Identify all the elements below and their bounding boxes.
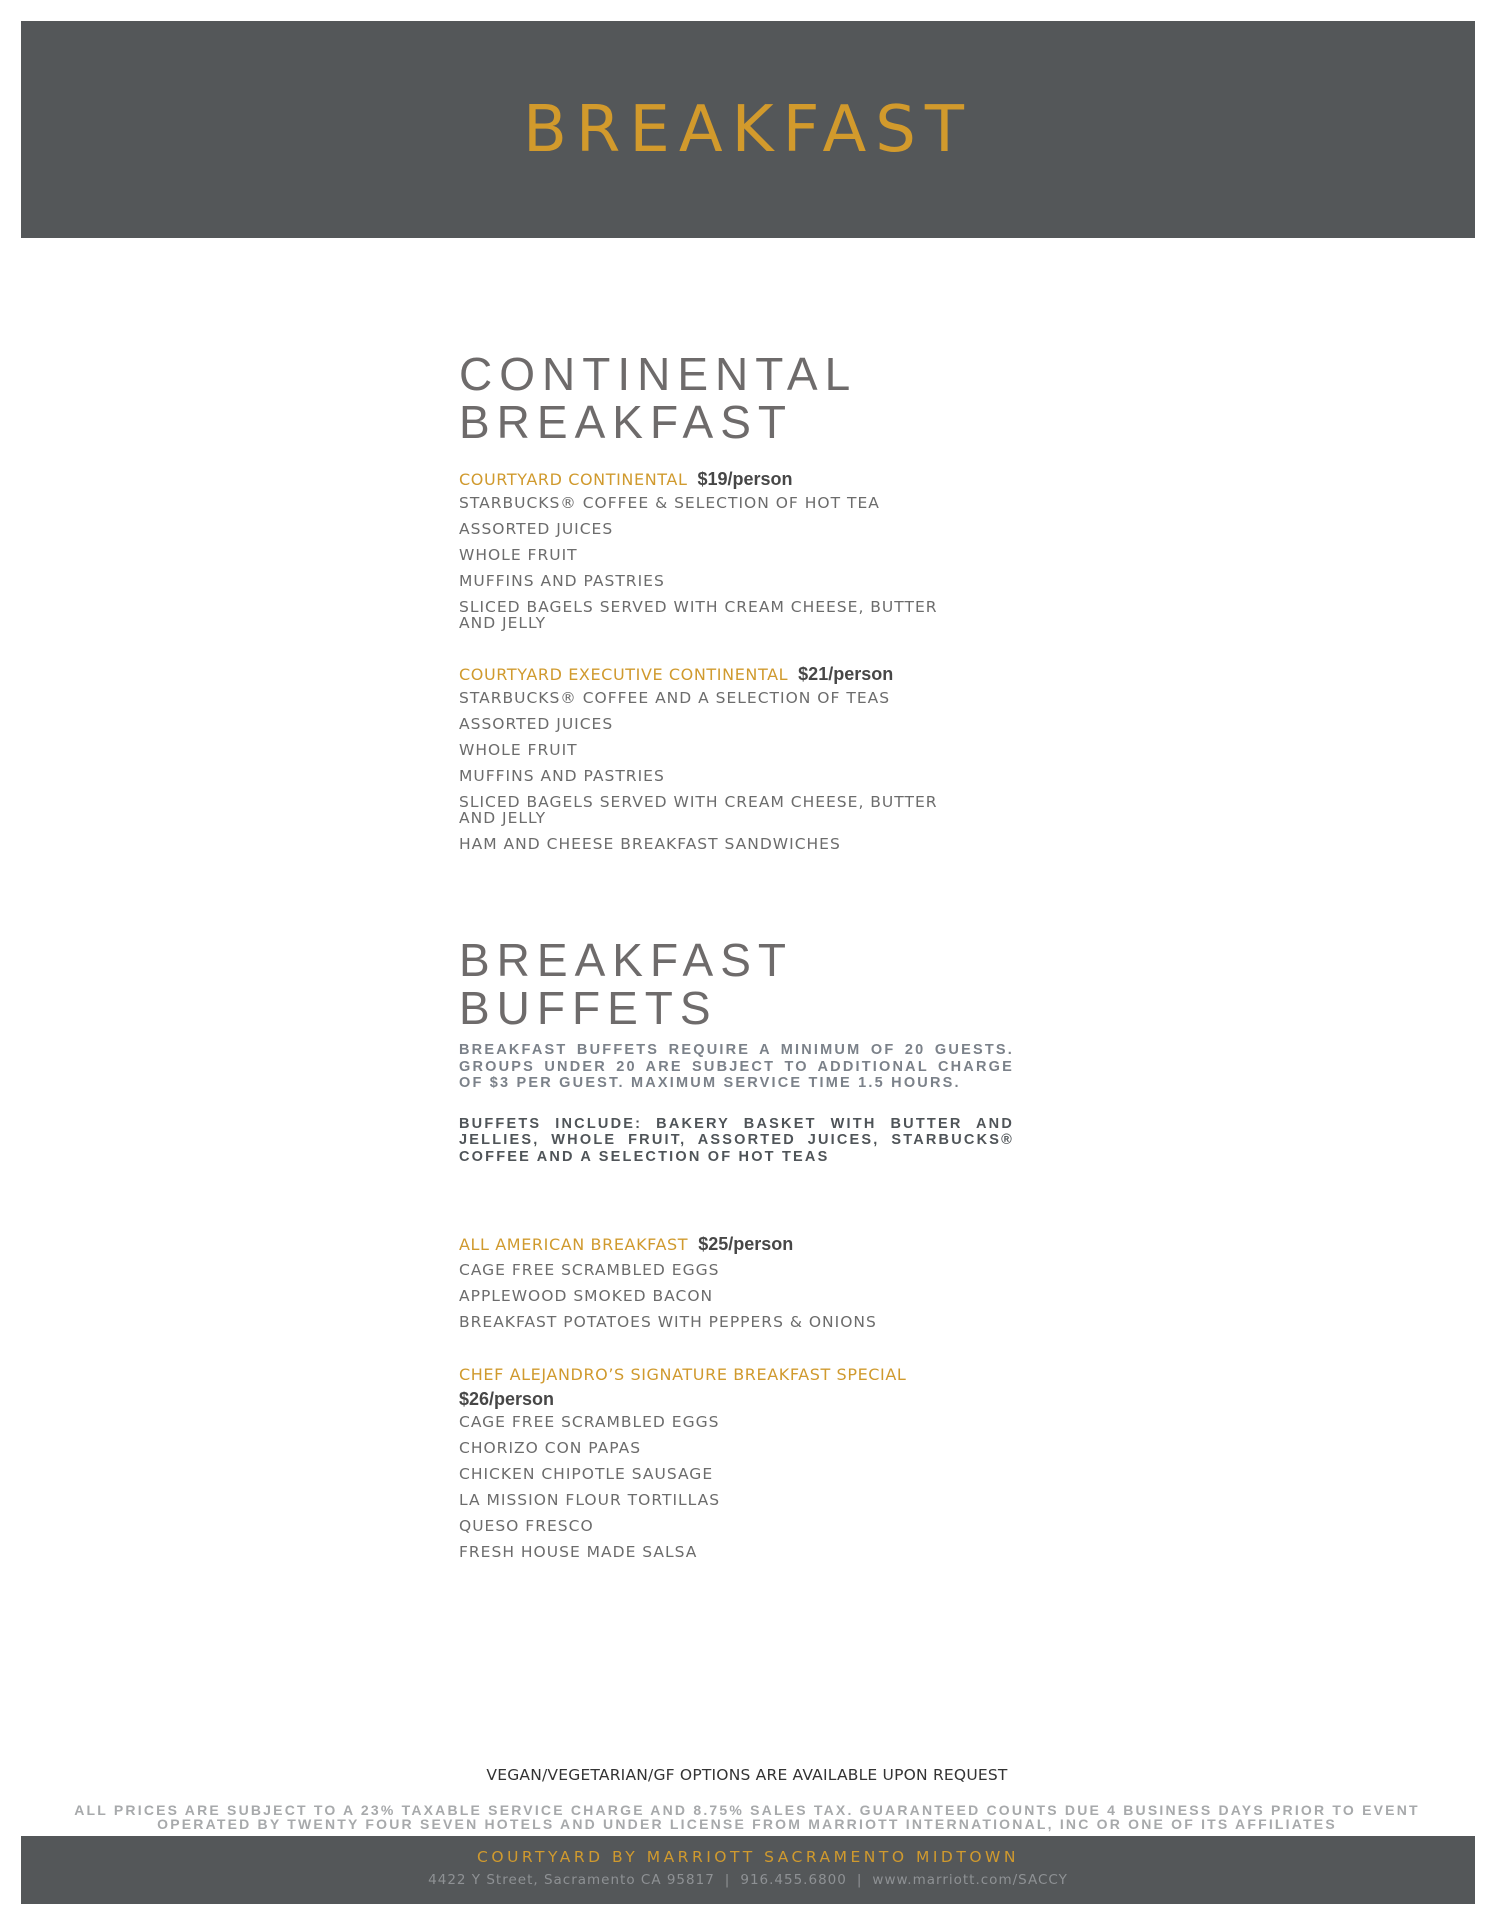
list-item: FRESH HOUSE MADE SALSA: [459, 1543, 698, 1561]
package-price: $19/person: [697, 469, 793, 489]
dietary-options-note: VEGAN/VEGETARIAN/GF OPTIONS ARE AVAILABLE UPON REQUEST: [486, 1766, 1008, 1784]
header-banner: [21, 21, 1475, 238]
list-item: WHOLE FRUIT: [459, 546, 578, 564]
separator: |: [856, 1872, 863, 1888]
list-item: BREAKFAST POTATOES WITH PEPPERS & ONIONS: [459, 1313, 877, 1331]
package-items: [459, 1414, 1019, 1560]
website-link[interactable]: www.marriott.com/SACCY: [872, 1872, 1068, 1888]
list-item: STARBUCKS® COFFEE & SELECTION OF HOT TEA: [459, 494, 880, 512]
package-price: $25/person: [698, 1234, 794, 1254]
list-item: MUFFINS AND PASTRIES: [459, 767, 665, 785]
phone: 916.455.6800: [740, 1872, 847, 1888]
package-price: $26/person: [459, 1389, 555, 1409]
package-name: CHEF ALEJANDRO’S SIGNATURE BREAKFAST SPECIAL: [459, 1365, 907, 1384]
section-title-line: BREAKFAST: [459, 934, 793, 986]
package-courtyard-continental: [459, 468, 1019, 631]
package-items: [459, 690, 1019, 852]
list-item: ASSORTED JUICES: [459, 715, 614, 733]
package-items: [459, 495, 1019, 631]
package-chef-alejandro-special: [459, 1364, 1019, 1560]
page-title: BREAKFAST: [523, 92, 973, 167]
section-title-buffets: [459, 936, 1019, 1032]
contact-info: [21, 1872, 1475, 1888]
list-item: STARBUCKS® COFFEE AND A SELECTION OF TEAS: [459, 689, 891, 707]
package-all-american-breakfast: [459, 1233, 1019, 1330]
list-item: CAGE FREE SCRAMBLED EGGS: [459, 1261, 720, 1279]
hotel-name: COURTYARD BY MARRIOTT SACRAMENTO MIDTOWN: [477, 1848, 1019, 1866]
package-courtyard-executive-continental: [459, 663, 1019, 852]
package-name: COURTYARD EXECUTIVE CONTINENTAL: [459, 665, 789, 684]
list-item: CAGE FREE SCRAMBLED EGGS: [459, 1413, 720, 1431]
separator: |: [724, 1872, 731, 1888]
section-title-line: BREAKFAST: [459, 396, 793, 448]
section-title-continental: [459, 350, 1019, 446]
section-title-line: BUFFETS: [459, 982, 718, 1034]
list-item: ASSORTED JUICES: [459, 520, 614, 538]
section-title-line: CONTINENTAL: [459, 348, 858, 400]
buffet-includes-note: BUFFETS INCLUDE: BAKERY BASKET WITH BUTTER AND JELLIES, WHOLE FRUIT, ASSORTED JUICES, STARBUCKS® COFFEE AND A SELECTION OF HOT TEAS: [459, 1115, 1014, 1165]
list-item: CHORIZO CON PAPAS: [459, 1439, 642, 1457]
list-item: HAM AND CHEESE BREAKFAST SANDWICHES: [459, 835, 841, 853]
license-fine-print: OPERATED BY TWENTY FOUR SEVEN HOTELS AND UNDER LICENSE FROM MARRIOTT INTERNATIONAL, INC OR ONE OF ITS AFFILIATES: [157, 1816, 1337, 1832]
address: 4422 Y Street, Sacramento CA 95817: [428, 1872, 715, 1888]
package-price: $21/person: [798, 664, 894, 684]
package-name: ALL AMERICAN BREAKFAST: [459, 1235, 689, 1254]
package-name: COURTYARD CONTINENTAL: [459, 470, 688, 489]
list-item: APPLEWOOD SMOKED BACON: [459, 1287, 714, 1305]
footer-bar: [21, 1836, 1475, 1904]
buffet-requirements-note: BREAKFAST BUFFETS REQUIRE A MINIMUM OF 20 GUESTS. GROUPS UNDER 20 ARE SUBJECT TO ADDITIONAL CHARGE OF $3 PER GUEST. MAXIMUM SERVICE TIME 1.5 HOURS.: [459, 1042, 1014, 1091]
menu-content: [459, 350, 1019, 1560]
pricing-fine-print: ALL PRICES ARE SUBJECT TO A 23% TAXABLE SERVICE CHARGE AND 8.75% SALES TAX. GUARANTEED COUNTS DUE 4 BUSINESS DAYS PRIOR TO EVENT: [74, 1802, 1420, 1818]
list-item: QUESO FRESCO: [459, 1517, 594, 1535]
list-item: LA MISSION FLOUR TORTILLAS: [459, 1491, 721, 1509]
list-item: CHICKEN CHIPOTLE SAUSAGE: [459, 1465, 714, 1483]
list-item: SLICED BAGELS SERVED WITH CREAM CHEESE, BUTTER AND JELLY: [459, 793, 938, 827]
list-item: MUFFINS AND PASTRIES: [459, 572, 665, 590]
list-item: SLICED BAGELS SERVED WITH CREAM CHEESE, BUTTER AND JELLY: [459, 598, 938, 632]
list-item: WHOLE FRUIT: [459, 741, 578, 759]
package-items: [459, 1262, 1019, 1330]
